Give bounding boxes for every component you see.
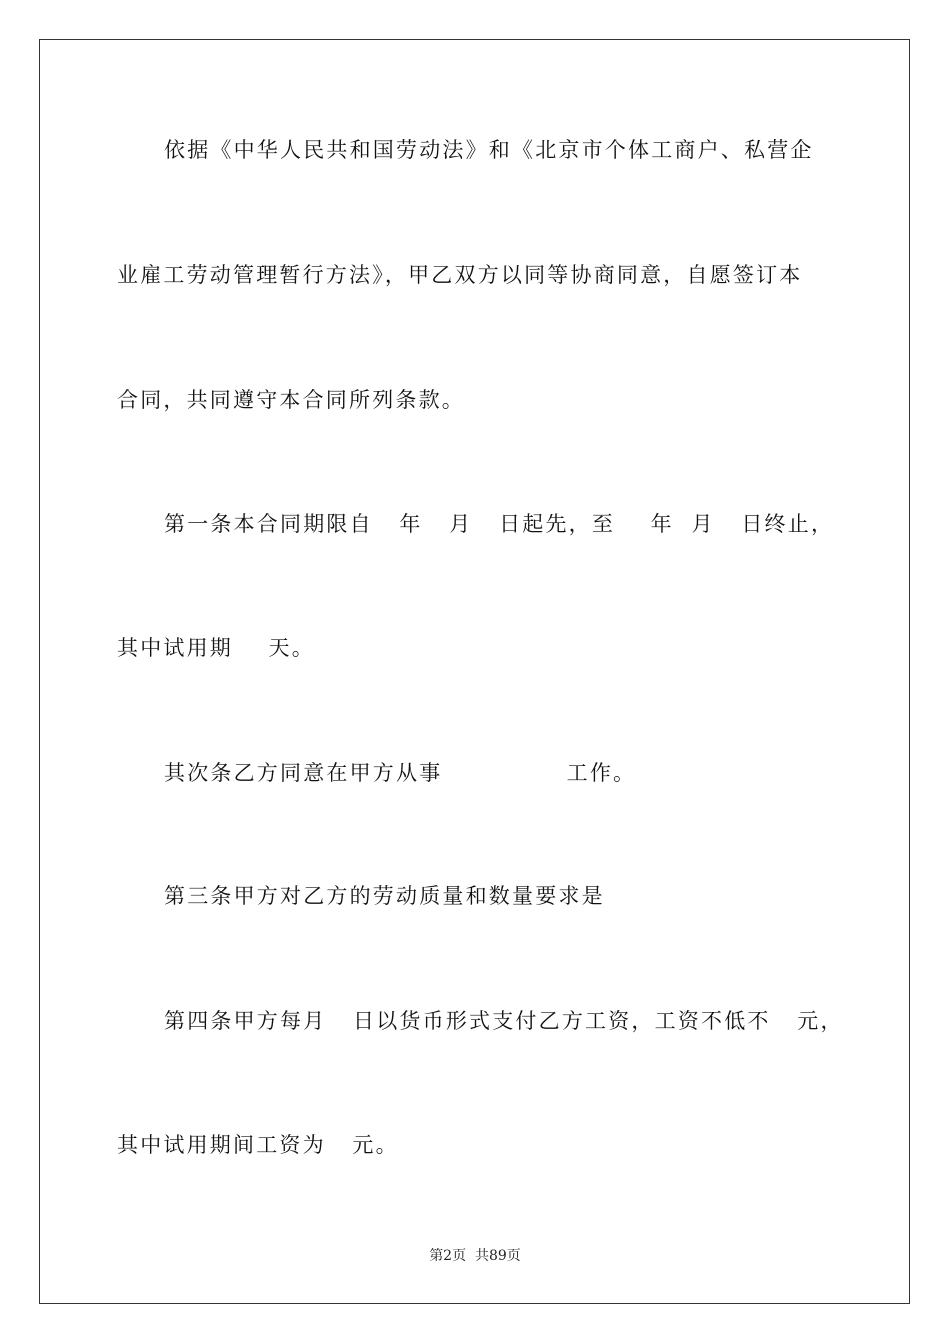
paragraph-intro-line-3: 合同，共同遵守本合同所列条款。 [117, 388, 465, 412]
article-3: 第三条甲方对乙方的劳动质量和数量要求是 [164, 884, 605, 908]
paragraph-intro-line-2: 业雇工劳动管理暂行方法》，甲乙双方以同等协商同意，自愿签订本 [117, 263, 803, 287]
article-2: 其次条乙方同意在甲方从事 工作。 [164, 761, 637, 785]
page-number-footer: 第2页 共89页 [429, 1248, 521, 1264]
article-4-line-2: 其中试用期间工资为 元。 [117, 1133, 399, 1157]
page-border [39, 39, 910, 1304]
paragraph-intro-line-1: 依据《中华人民共和国劳动法》和《北京市个体工商户、私营企 [164, 138, 814, 162]
article-1-line-1: 第一条本合同期限自 年 月 日起先，至 年 月 日终止， [164, 512, 835, 536]
article-4-line-1: 第四条甲方每月 日以货币形式支付乙方工资，工资不低不 元， [164, 1009, 844, 1033]
article-1-line-2: 其中试用期 天。 [117, 636, 315, 660]
